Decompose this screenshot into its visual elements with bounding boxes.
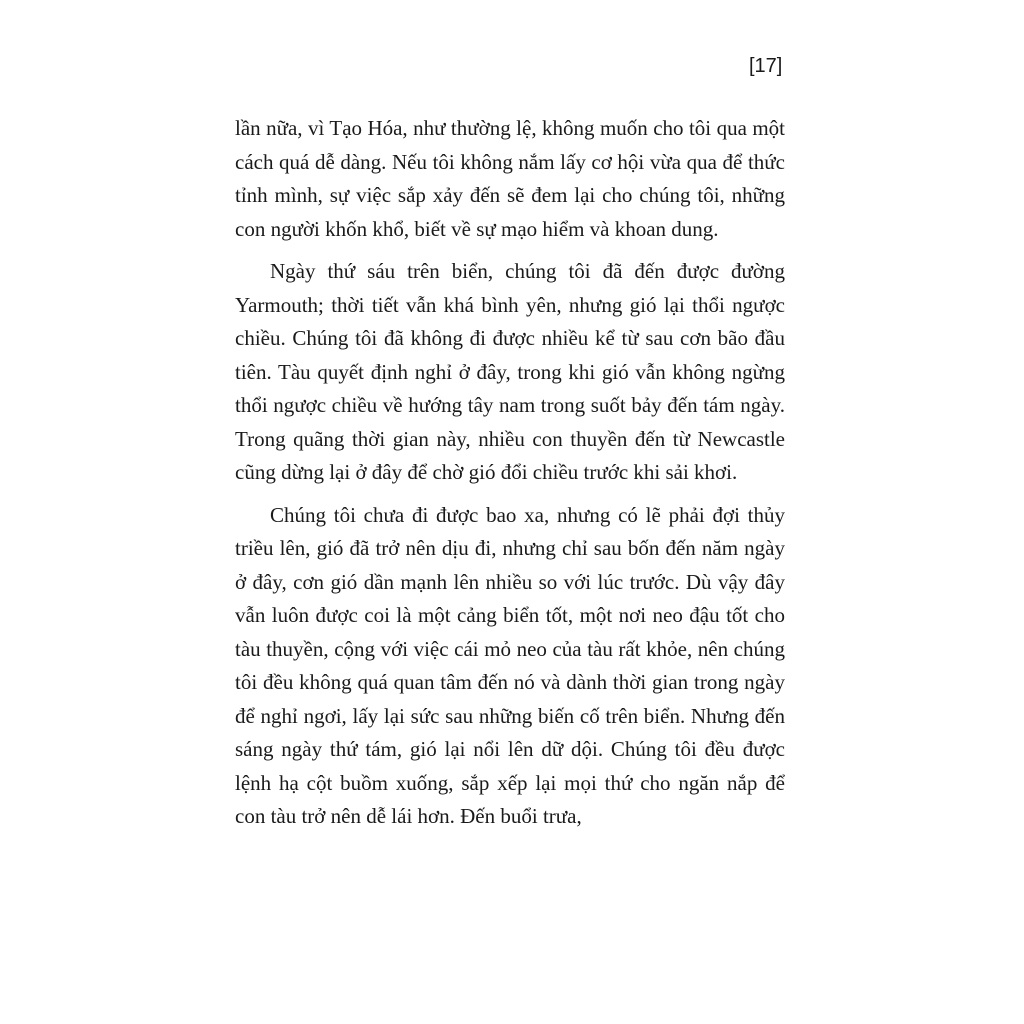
paragraph-3: Chúng tôi chưa đi được bao xa, nhưng có lẽ phải đợi thủy triều lên, gió đã trở nên dịu đi, nhưng chỉ sau bốn đến năm ngày ở đây, cơn gió dần mạnh lên nhiều so với lúc trước. Dù vậy đây vẫn luôn được coi là một cảng biển tốt, một nơi neo đậu tốt cho tàu thuyền, cộng với việc cái mỏ neo của tàu rất khỏe, nên chúng tôi đều không quá quan tâm đến nó và dành thời gian trong ngày để nghỉ ngơi, lấy lại sức sau những biến cố trên biển. Nhưng đến sáng ngày thứ tám, gió lại nổi lên dữ dội. Chúng tôi đều được lệnh hạ cột buồm xuống, sắp xếp lại mọi thứ cho ngăn nắp để con tàu trở nên dễ lái hơn. Đến buổi trưa, bbox=[235, 502, 785, 828]
body-text bbox=[235, 112, 785, 834]
page-number: [17] bbox=[749, 55, 783, 77]
paragraph-2: Ngày thứ sáu trên biển, chúng tôi đã đến được đường Yarmouth; thời tiết vẫn khá bình yên, nhưng gió lại thổi ngược chiều. Chúng tôi đã không đi được nhiều kể từ sau cơn bão đầu tiên. Tàu quyết định nghỉ ở đây, trong khi gió vẫn không ngừng thổi ngược chiều về hướng tây nam trong suốt bảy đến tám ngày. Trong quãng thời gian này, nhiều con thuyền đến từ Newcastle cũng dừng lại ở đây để chờ gió đổi chiều trước khi sải khơi. bbox=[235, 259, 785, 484]
paragraph-1: lần nữa, vì Tạo Hóa, như thường lệ, không muốn cho tôi qua một cách quá dễ dàng. Nếu tôi không nắm lấy cơ hội vừa qua để thức tỉnh mình, sự việc sắp xảy đến sẽ đem lại cho chúng tôi, những con người khốn khổ, biết về sự mạo hiểm và khoan dung. bbox=[235, 116, 785, 241]
